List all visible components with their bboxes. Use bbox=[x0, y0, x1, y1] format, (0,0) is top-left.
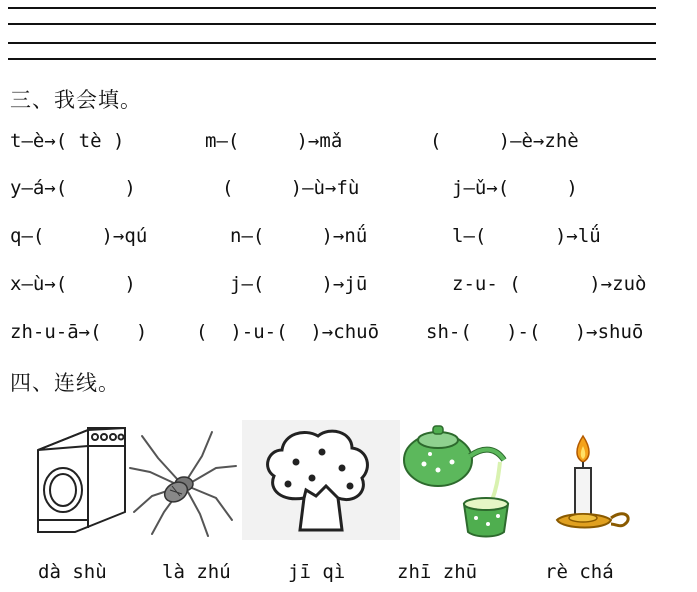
fill-item[interactable]: t—è→( tè ) bbox=[10, 130, 125, 152]
fill-item[interactable]: n—( )→nǘ bbox=[230, 225, 368, 247]
fill-row-3 bbox=[0, 225, 697, 255]
tree-icon[interactable] bbox=[242, 420, 400, 540]
pinyin-label[interactable]: jī qì bbox=[288, 561, 346, 583]
pinyin-label[interactable]: là zhú bbox=[162, 561, 231, 583]
fill-item[interactable]: y—á→( ) bbox=[10, 177, 136, 199]
fill-row-2 bbox=[0, 177, 697, 207]
writing-line-2 bbox=[8, 23, 656, 25]
fill-item[interactable]: ( )—è→zhè bbox=[430, 130, 579, 152]
pinyin-label[interactable]: rè chá bbox=[545, 561, 614, 583]
fill-item[interactable]: z-u- ( )→zuò bbox=[452, 273, 647, 295]
fill-item[interactable]: l—( )→lǘ bbox=[452, 225, 601, 247]
spider-icon[interactable] bbox=[128, 428, 240, 540]
fill-row-5 bbox=[0, 321, 697, 351]
teapot-tea-icon[interactable] bbox=[400, 420, 520, 540]
fill-item[interactable]: q—( )→qú bbox=[10, 225, 148, 247]
pinyin-label[interactable]: dà shù bbox=[38, 561, 107, 583]
fill-row-1 bbox=[0, 130, 697, 160]
candle-icon[interactable] bbox=[545, 432, 635, 538]
fill-row-4 bbox=[0, 273, 697, 303]
fill-item[interactable]: ( )—ù→fù bbox=[222, 177, 360, 199]
writing-line-1 bbox=[8, 7, 656, 9]
fill-item[interactable]: j—( )→jū bbox=[230, 273, 368, 295]
fill-item[interactable]: m—( )→mǎ bbox=[205, 130, 343, 152]
fill-item[interactable]: x—ù→( ) bbox=[10, 273, 136, 295]
section-3-title: 三、我会填。 bbox=[10, 88, 142, 112]
fill-item[interactable]: zh-u-ā→( ) bbox=[10, 321, 148, 343]
fill-item[interactable]: ( )-u-( )→chuō bbox=[196, 321, 380, 343]
writing-line-4 bbox=[8, 58, 656, 60]
fill-item[interactable]: sh-( )-( )→shuō bbox=[426, 321, 644, 343]
fill-item[interactable]: j—ǔ→( ) bbox=[452, 177, 578, 199]
washing-machine-icon[interactable] bbox=[30, 420, 130, 535]
pinyin-label[interactable]: zhī zhū bbox=[397, 561, 478, 583]
writing-line-3 bbox=[8, 42, 656, 44]
section-4-title: 四、连线。 bbox=[10, 371, 120, 395]
